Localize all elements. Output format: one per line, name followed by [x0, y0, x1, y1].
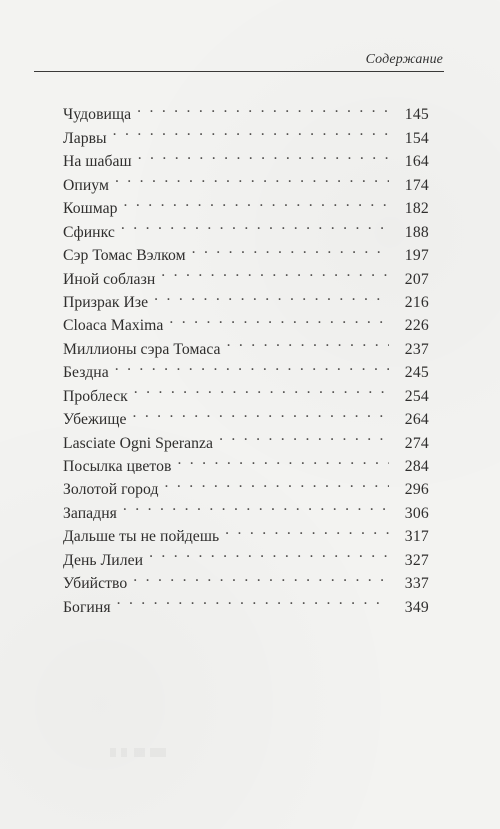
dot-leader [192, 237, 389, 260]
toc-entry [63, 190, 429, 218]
toc-entry-title: Сфинкс [63, 223, 115, 241]
toc-entry [63, 588, 429, 616]
dot-leader [225, 518, 389, 541]
dot-leader [117, 588, 389, 611]
dot-leader [138, 143, 389, 166]
toc-page-number: 174 [404, 176, 429, 194]
dot-leader [227, 330, 389, 353]
dot-leader [121, 213, 389, 236]
dot-leader [115, 166, 389, 189]
dot-leader [169, 307, 389, 330]
toc-page-number: 284 [404, 458, 429, 475]
toc-entry-title: Убежище [63, 411, 127, 429]
toc-page-number: 197 [404, 247, 429, 265]
toc-entry-title: Опиум [63, 176, 109, 194]
dot-leader [219, 424, 389, 447]
dot-leader [177, 448, 389, 471]
toc-entry [63, 96, 429, 124]
toc-entry-title: Чудовища [63, 106, 132, 124]
dot-leader [149, 541, 389, 564]
dot-leader [154, 284, 389, 307]
dot-leader [134, 377, 389, 400]
toc-entry-title: Бездна [63, 364, 109, 382]
dot-leader [165, 471, 389, 494]
toc-page-number: 317 [404, 528, 429, 546]
table-of-contents [63, 96, 429, 616]
toc-entry-title: Убийство [63, 575, 128, 593]
toc-page-number: 216 [404, 293, 429, 311]
toc-entry-title: Миллионы сэра Томаса [63, 340, 221, 358]
toc-entry-title: Lasciate Ogni Speranza [63, 434, 214, 452]
toc-entry-title: Проблеск [63, 387, 128, 405]
dot-leader [161, 260, 389, 283]
toc-page-number: 145 [404, 106, 429, 124]
toc-page-number: 327 [404, 551, 429, 569]
running-title: Содержание [365, 52, 443, 67]
page-header [34, 52, 443, 72]
toc-page-number: 337 [404, 575, 429, 593]
toc-page-number: 237 [404, 340, 429, 358]
toc-page-number: 188 [404, 223, 429, 241]
dot-leader [115, 354, 389, 377]
toc-page-number: 226 [404, 317, 429, 335]
toc-entry-title: На шабаш [63, 153, 132, 171]
toc-entry-title: День Лилеи [63, 551, 144, 569]
header-rule [34, 71, 444, 72]
toc-entry [63, 119, 429, 147]
dot-leader [124, 190, 389, 213]
toc-entry-title: Золотой город [63, 481, 159, 499]
toc-page-number: 296 [404, 481, 429, 499]
toc-page-number: 245 [404, 364, 429, 382]
toc-entry [63, 143, 429, 171]
toc-entry-title: Посылка цветов [63, 458, 172, 475]
faint-bleed-through-mark [106, 748, 176, 757]
toc-entry [63, 377, 429, 405]
toc-page-number: 154 [404, 129, 429, 147]
toc-page-number: 182 [404, 200, 429, 218]
toc-entry-title: Дальше ты не пойдешь [63, 528, 220, 546]
toc-entry-title: Призрак Изе [63, 293, 149, 311]
toc-entry-title: Богиня [63, 598, 111, 616]
dot-leader [133, 565, 389, 588]
dot-leader [137, 96, 389, 119]
toc-entry-title: Западня [63, 504, 117, 522]
toc-page-number: 264 [404, 411, 429, 429]
toc-entry [63, 166, 429, 194]
toc-entry-title: Ларвы [63, 129, 107, 147]
toc-entry-title: Сэр Томас Вэлком [63, 247, 186, 265]
toc-page-number: 349 [404, 598, 429, 616]
toc-page-number: 254 [404, 387, 429, 405]
dot-leader [132, 401, 389, 424]
toc-entry-title: Cloaca Maxima [63, 317, 164, 335]
dot-leader [113, 119, 389, 142]
toc-entry [63, 354, 429, 382]
toc-page-number: 274 [404, 434, 429, 452]
toc-page-number: 207 [404, 270, 429, 288]
toc-page-number: 164 [404, 153, 429, 171]
toc-entry-title: Кошмар [63, 200, 118, 218]
toc-entry-title: Иной соблазн [63, 270, 156, 288]
dot-leader [123, 494, 389, 517]
toc-page-number: 306 [404, 504, 429, 522]
